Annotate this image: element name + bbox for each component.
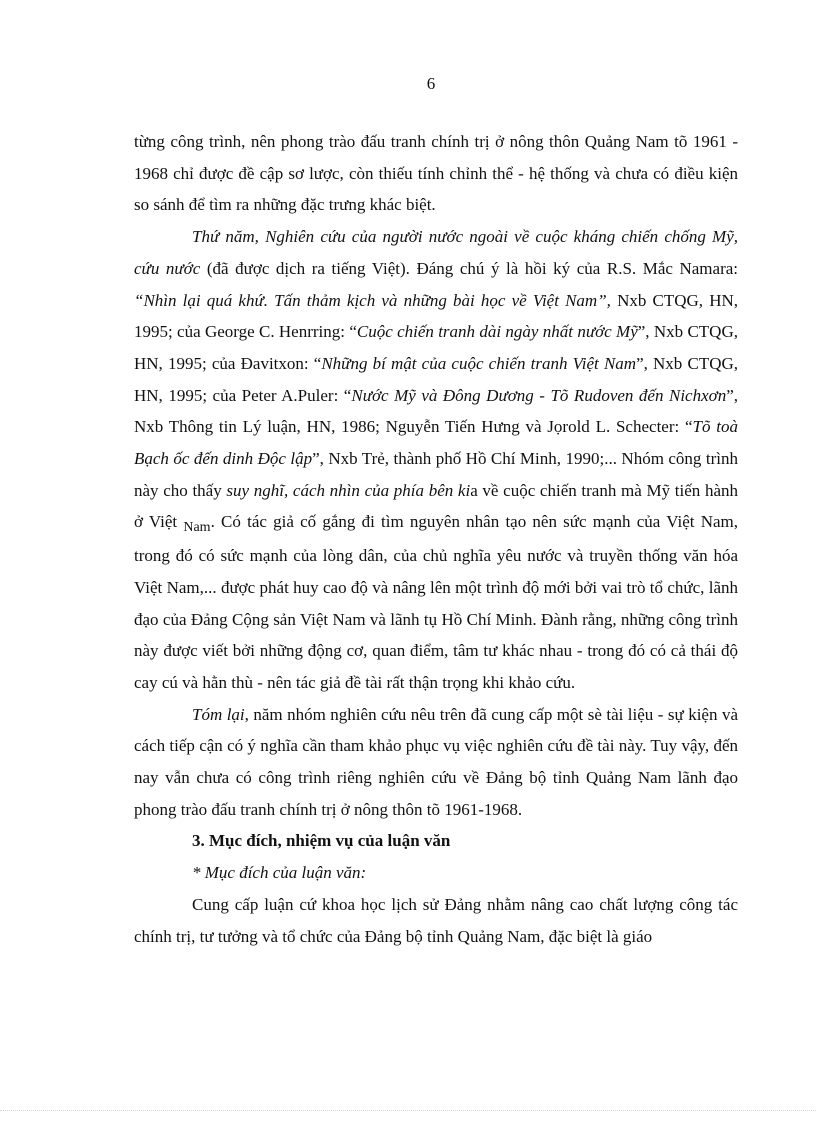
text-run: , năm nhóm nghiên cứu nêu trên đã cung cấp một sè tài liệu - sự kiện và cách tiếp cận có ý nghĩa cần tham khảo phục vụ việc nghiên cứu đề tài này. Tuy vậy, đến nay vẫn chưa có công trình riêng nghiên cứu về Đảng bộ tỉnh Quảng Nam lãnh đạo phong trào đấu tranh chính trị ở nông thôn tõ 1961-1968.	[134, 704, 738, 819]
bottom-divider	[0, 1110, 816, 1111]
paragraph-foreign-research	[134, 221, 738, 699]
book-title-puler: Nước Mỹ và Đông Dương - Tõ Rudoven đến Nichxơn	[351, 385, 727, 405]
book-title-davitxon: Những bí mật của cuộc chiến tranh Việt Nam	[321, 353, 637, 373]
text-run: (đã được dịch ra tiếng Việt). Đáng chú ý là hồi ký của R.S. Mắc Namara:	[200, 258, 738, 278]
text-run: ”, Nxb CTQG, HN, 1995; của Đavitxon: “	[134, 322, 738, 373]
paragraph-purpose: Cung cấp luận cứ khoa học lịch sử Đảng nhằm nâng cao chất lượng công tác chính trị, tư tưởng và tổ chức của Đảng bộ tỉnh Quảng Nam, đặc biệt là giáo	[134, 894, 738, 946]
text-run: Nxb CTQG, HN, 1995; của George C. Henrring: “	[134, 290, 738, 342]
text-run: ”, Nxb Thông tin Lý luận, HN, 1986; Nguyễn Tiến Hưng và Jọrold L. Schecter: “	[134, 385, 738, 437]
text-run: ”, Nxb Trẻ, thành phố Hồ Chí Minh, 1990;... Nhóm công trình này cho thấy	[134, 449, 738, 500]
subscript-word: Nam	[183, 520, 211, 536]
text-run: . Có tác giả cố gắng đi tìm nguyên nhân tạo nên sức mạnh của Việt Nam, trong đó có sức mạnh của lòng dân, của chủ nghĩa yêu nước và truyền thống văn hóa Việt Nam,... được phát huy cao độ và nâng lên một trình độ mới bởi vai trò tổ chức, lãnh đạo của Đảng Cộng sản Việt Nam và lãnh tụ Hồ Chí Minh. Đành rằng, những công trình này được viết bởi những động cơ, quan điểm, tâm tư khác nhau - trong đó có cả thái độ cay cú và hằn thù - nên tác giả đề tài rất thận trọng khi khảo cứu.	[134, 512, 738, 692]
paragraph-continuation: từng công trình, nên phong trào đấu tranh chính trị ở nông thôn Quảng Nam tõ 1961 - 1968 chỉ được đề cập sơ lược, còn thiếu tính chỉnh thể - hệ thống và chưa có điều kiện so sánh để tìm ra những đặc trưng khác biệt.	[134, 132, 738, 215]
section-subheading: * Mục đích của luận văn:	[192, 863, 367, 883]
page-number: 6	[426, 74, 436, 93]
paragraph-summary	[134, 699, 738, 826]
book-title-namara: “Nhìn lại quá khứ. Tấn thảm kịch và những bài học về Việt Nam”,	[134, 290, 611, 310]
book-title-hung: Tõ toà Bạch ốc đến dinh Độc lập	[134, 417, 738, 469]
book-title-henrring: Cuộc chiến tranh dài ngày nhất nước Mỹ	[356, 322, 638, 342]
italic-lead: Thứ năm, Nghiên cứu của người nước ngoài về cuộc kháng chiến chống Mỹ, cứu nước	[134, 227, 738, 278]
italic-phrase: suy nghĩ, cách nhìn của phía bên ki	[226, 480, 471, 500]
italic-lead: Tóm lại	[192, 704, 245, 724]
section-heading: 3. Mục đích, nhiệm vụ của luận văn	[192, 831, 451, 851]
text-run: a về cuộc chiến tranh mà Mỹ tiến hành ở Việt	[134, 480, 738, 532]
body-text	[134, 126, 738, 952]
text-run: ”, Nxb CTQG, HN, 1995; của Peter A.Puler: “	[134, 353, 739, 405]
